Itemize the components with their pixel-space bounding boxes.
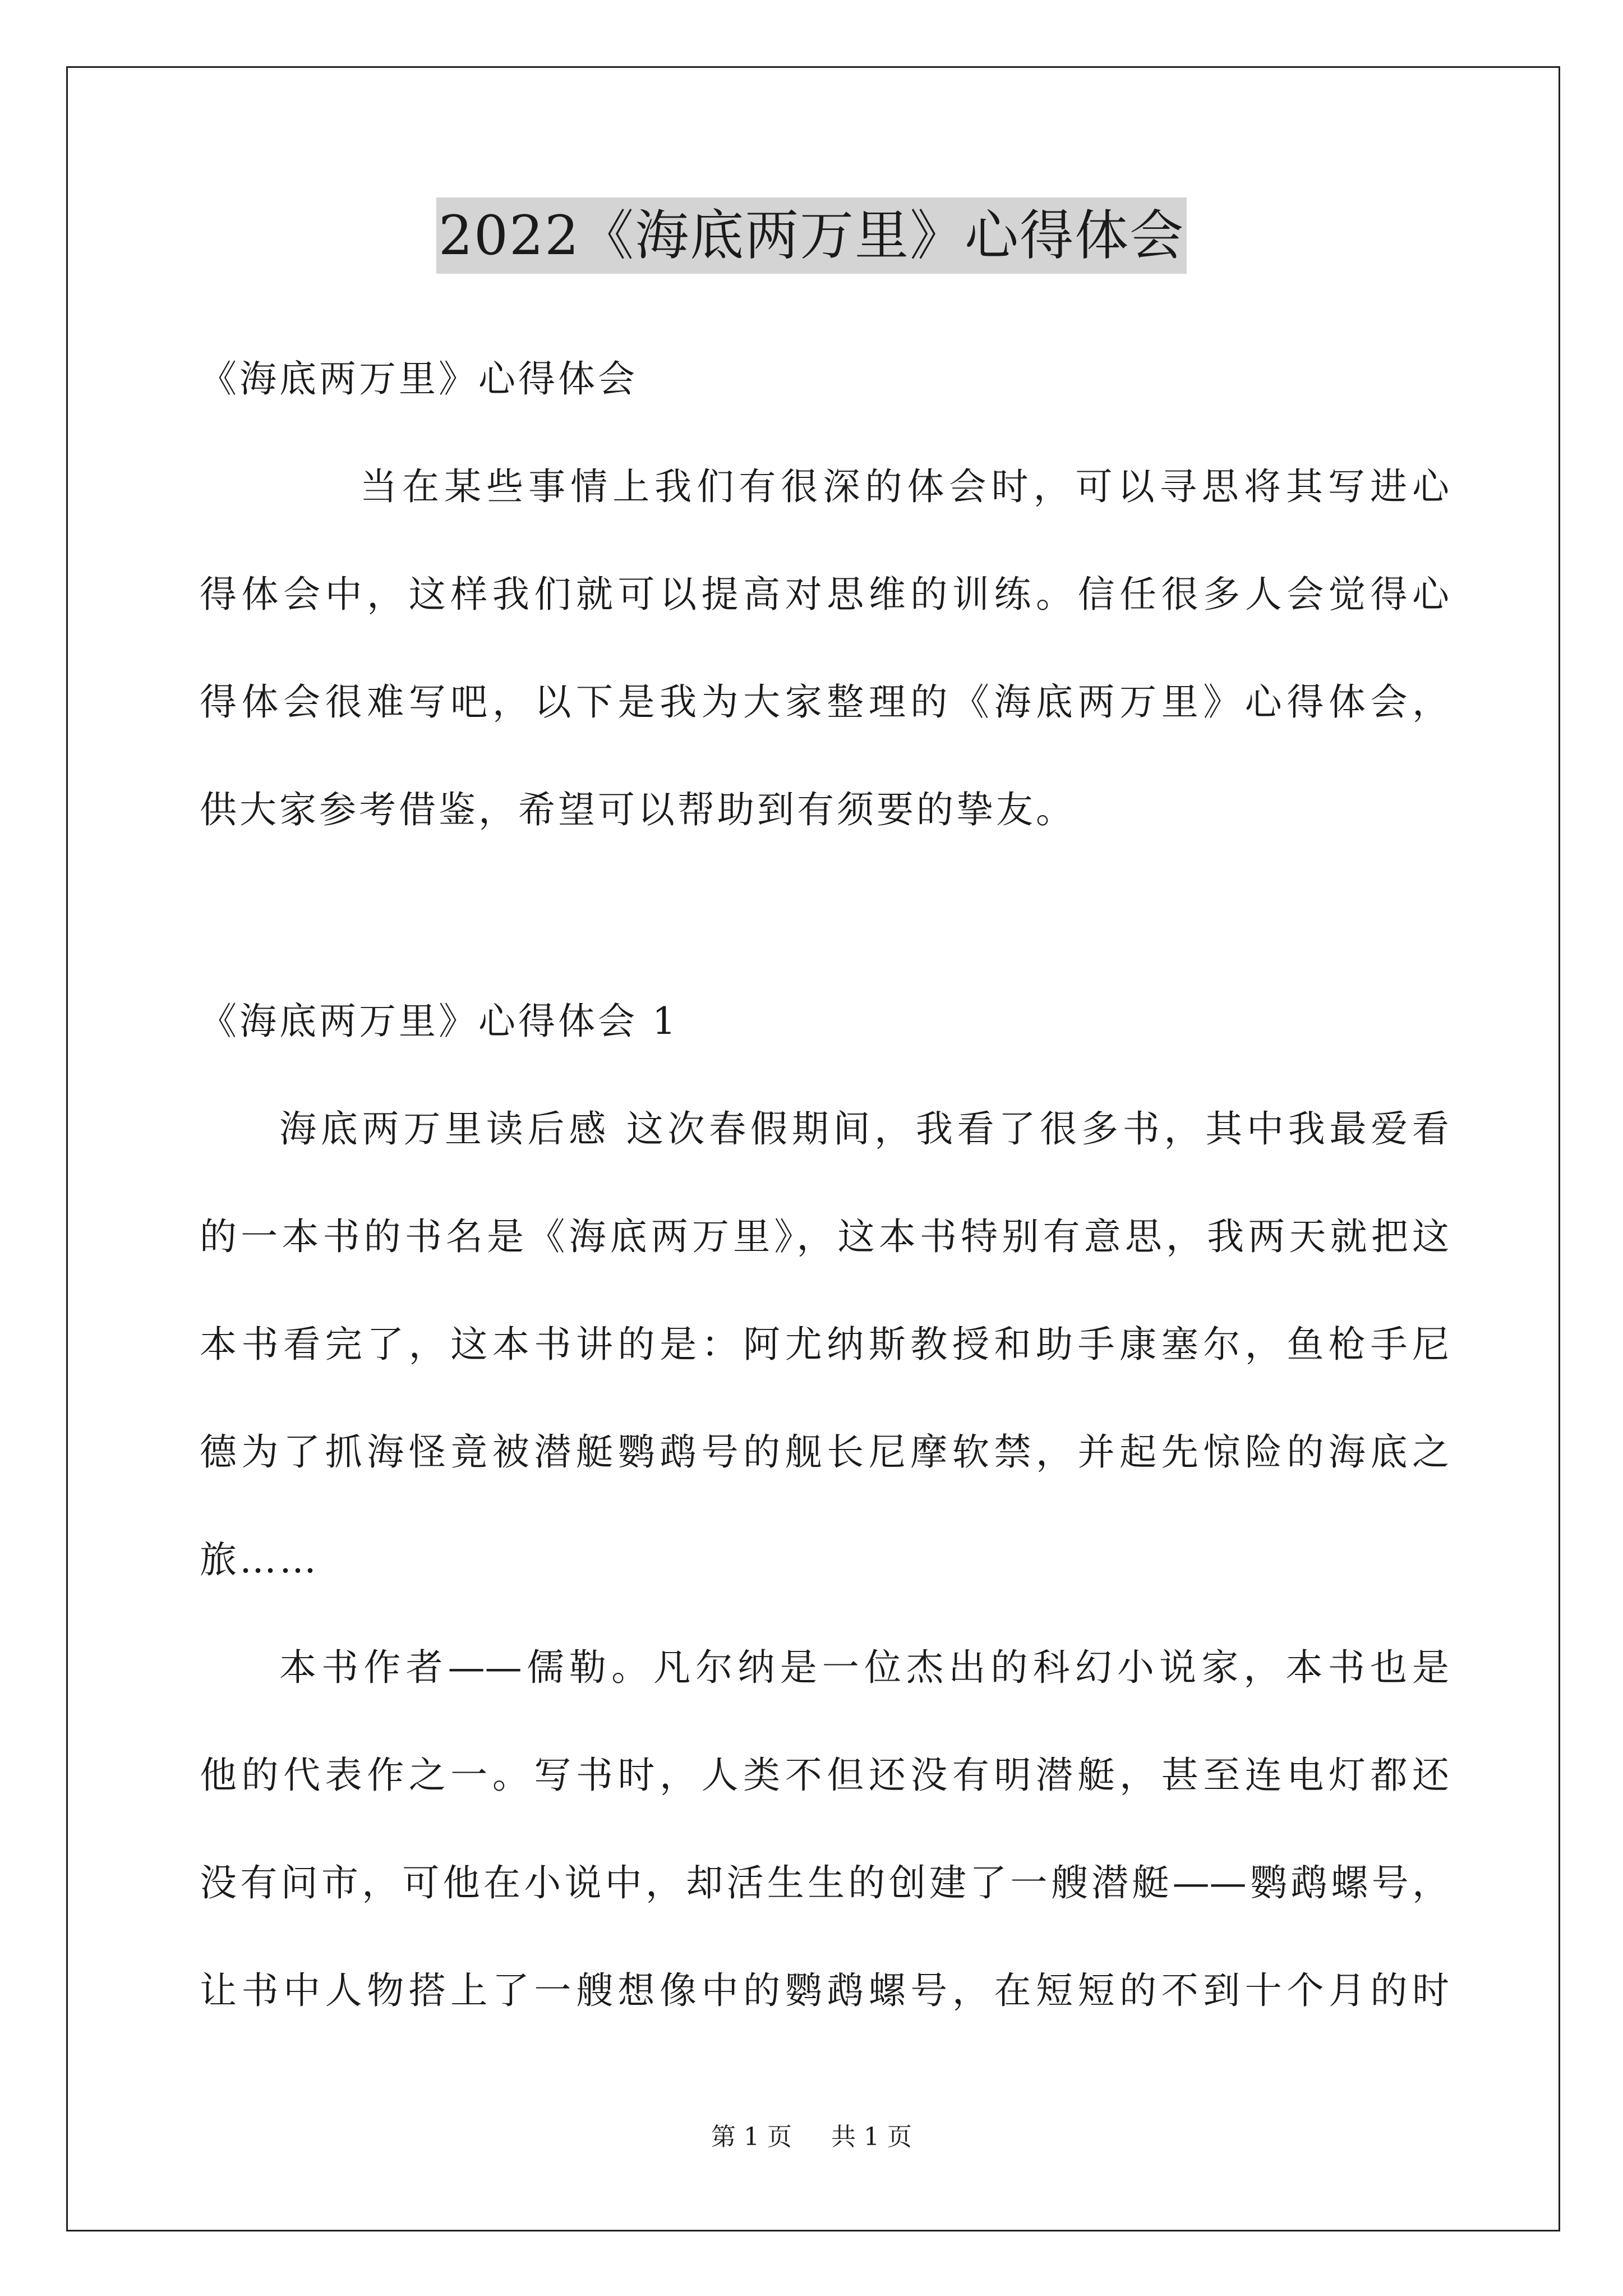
para2-line: 没有问市，可他在小说中，却活生生的创建了一艘潜艇——鹦鹉螺号， [200,1861,1449,1904]
para1-line: 的一本书的书名是《海底两万里》，这本书特别有意思，我两天就把这 [200,1215,1449,1258]
para2-line: 他的代表作之一。写书时，人类不但还没有明潜艇，甚至连电灯都还 [200,1754,1449,1797]
document-body [200,352,1449,2072]
page-footer [0,2120,1623,2154]
para1-line: 本书看完了，这本书讲的是：阿尤纳斯教授和助手康塞尔，鱼枪手尼 [200,1323,1449,1366]
intro-line: 得体会很难写吧，以下是我为大家整理的《海底两万里》心得体会， [200,680,1449,724]
para1-line: 旅…… [200,1538,319,1581]
para1-line: 海底两万里读后感 这次春假期间，我看了很多书，其中我最爱看 [279,1107,1449,1151]
document-subtitle: 《海底两万里》心得体会 [200,357,638,401]
paragraph-gap [200,891,1449,995]
section-heading: 《海底两万里》心得体会 1 [200,1000,679,1043]
page-number: 第 1 页 [711,2123,792,2151]
page-total: 共 1 页 [831,2123,912,2151]
para2-line: 本书作者——儒勒。凡尔纳是一位杰出的科幻小说家，本书也是 [279,1646,1449,1689]
para2-line: 让书中人物搭上了一艘想像中的鹦鹉螺号，在短短的不到十个月的时 [200,1969,1449,2012]
document-title: 2022《海底两万里》心得体会 [436,197,1187,274]
intro-line: 得体会中，这样我们就可以提高对思维的训练。信任很多人会觉得心 [200,573,1449,616]
para1-line: 德为了抓海怪竟被潜艇鹦鹉号的舰长尼摩软禁，并起先惊险的海底之 [200,1430,1449,1474]
title-block [0,197,1623,274]
intro-line: 供大家参考借鉴，希望可以帮助到有须要的挚友。 [200,788,1076,831]
intro-line: 当在某些事情上我们有很深的体会时，可以寻思将其写进心 [360,465,1449,508]
